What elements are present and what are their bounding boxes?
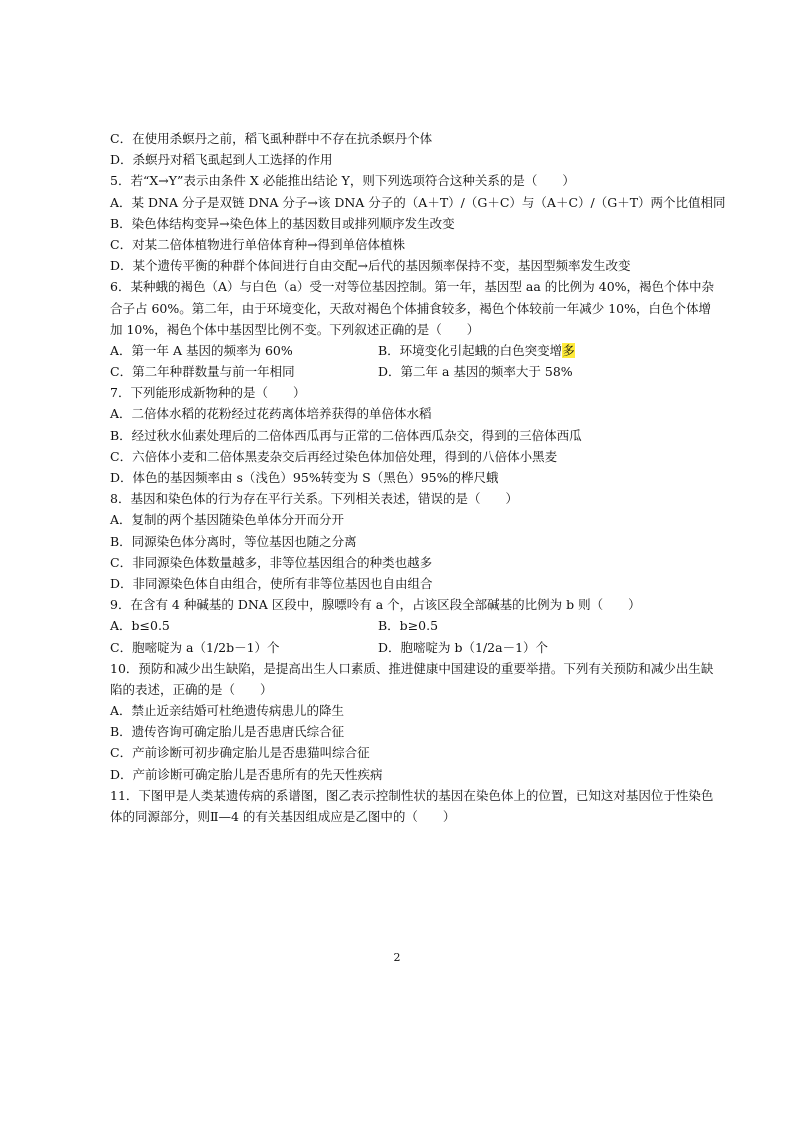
document-body xyxy=(110,128,726,827)
q6-option-c: C．第二年种群数量与前一年相同 xyxy=(110,364,295,380)
q9-option-d: D．胞嘧啶为 b（1/2a－1）个 xyxy=(378,639,549,655)
text-line: A．禁止近亲结婚可杜绝遗传病患儿的降生 xyxy=(110,703,345,719)
text-line: D．体色的基因频率由 s（浅色）95%转变为 S（黑色）95%的桦尺蛾 xyxy=(110,470,499,485)
text-block-bottom xyxy=(110,658,714,828)
text-line: C．在使用杀螟丹之前，稻飞虱种群中不存在抗杀螟丹个体 xyxy=(110,131,433,146)
text-block-mid xyxy=(110,382,690,615)
text-line: A．二倍体水稻的花粉经过花药离体培养获得的单倍体水稻 xyxy=(110,406,432,422)
page-number: 2 xyxy=(393,951,401,964)
text-line: D．杀螟丹对稻飞虱起到人工选择的作用 xyxy=(110,152,333,168)
text-line: D．非同源染色体自由组合，使所有非等位基因也自由组合 xyxy=(110,575,433,591)
q9-option-c: C．胞嘧啶为 a（1/2b－1）个 xyxy=(110,639,280,655)
q6-options-row-2 xyxy=(110,361,690,382)
text-line: D．产前诊断可确定胎儿是否患所有的先天性疾病 xyxy=(110,766,383,782)
highlighted-text: 多 xyxy=(562,342,575,358)
text-line: A．某 DNA 分子是双链 DNA 分子→该 DNA 分子的（A＋T）/（G＋C）与（A＋C）/（G＋T）两个比值相同 xyxy=(110,194,726,210)
text-line: 11．下图甲是人类某遗传病的系谱图，图乙表示控制性状的基因在染色体上的位置，已知这对基因位于性染色 xyxy=(110,787,714,803)
q6-option-b-text: B．环境变化引起蛾的白色突变增 xyxy=(378,342,563,358)
text-line: B．经过秋水仙素处理后的二倍体西瓜再与正常的二倍体西瓜杂交，得到的三倍体西瓜 xyxy=(110,427,582,443)
q9-option-a: A．b≤0.5 xyxy=(110,618,170,634)
text-line: D．某个遗传平衡的种群个体间进行自由交配→后代的基因频率保持不变，基因型频率发生改变 xyxy=(110,258,631,274)
text-line: 10．预防和减少出生缺陷，是提高出生人口素质、推进健康中国建设的重要举措。下列有关预防和减少出生缺 xyxy=(110,660,714,676)
text-line: B．染色体结构变异→染色体上的基因数目或排列顺序发生改变 xyxy=(110,215,455,231)
text-line: C．六倍体小麦和二倍体黑麦杂交后再经过染色体加倍处理，得到的八倍体小黑麦 xyxy=(110,448,558,464)
text-line: B．同源染色体分离时，等位基因也随之分离 xyxy=(110,533,357,549)
q6-options-row-1 xyxy=(110,340,690,361)
q6-option-a: A．第一年 A 基因的频率为 60% xyxy=(110,342,293,358)
text-line: 体的同源部分，则Ⅱ—4 的有关基因组成应是乙图中的（ ） xyxy=(110,809,456,824)
text-line: 合子占 60%。第二年，由于环境变化，天敌对褐色个体捕食较多，褐色个体较前一年减少 10%，白色个体增 xyxy=(110,300,712,316)
text-line: 6．某种蛾的褐色（A）与白色（a）受一对等位基因控制。第一年，基因型 aa 的比例为 40%，褐色个体中杂 xyxy=(110,279,715,295)
q9-options-row-1 xyxy=(110,615,690,636)
text-block-top xyxy=(110,128,726,340)
text-line: 5．若“X→Y”表示由条件 X 必能推出结论 Y，则下列选项符合这种关系的是（ ） xyxy=(110,173,575,189)
text-line: 9．在含有 4 种碱基的 DNA 区段中，腺嘌呤有 a 个，占该区段全部碱基的比例为 b 则（ ） xyxy=(110,597,641,613)
q6-option-b xyxy=(378,340,646,361)
text-line: 陷的表述，正确的是（ ） xyxy=(110,681,273,697)
text-line: A．复制的两个基因随染色单体分开而分开 xyxy=(110,512,345,528)
text-line: 7．下列能形成新物种的是（ ） xyxy=(110,385,306,401)
text-line: C．对某二倍体植物进行单倍体育种→得到单倍体植株 xyxy=(110,236,406,252)
text-line: B．遗传咨询可确定胎儿是否患唐氏综合征 xyxy=(110,724,345,740)
text-line: C．非同源染色体数量越多，非等位基因组合的种类也越多 xyxy=(110,554,433,570)
q6-option-d: D．第二年 a 基因的频率大于 58% xyxy=(378,364,573,380)
text-line: C．产前诊断可初步确定胎儿是否患猫叫综合征 xyxy=(110,745,370,761)
text-line: 8．基因和染色体的行为存在平行关系。下列相关表述，错误的是（ ） xyxy=(110,491,518,507)
q9-options-row-2 xyxy=(110,637,690,658)
q9-option-b: B．b≥0.5 xyxy=(378,618,439,634)
text-line: 加 10%，褐色个体中基因型比例不变。下列叙述正确的是（ ） xyxy=(110,321,480,337)
